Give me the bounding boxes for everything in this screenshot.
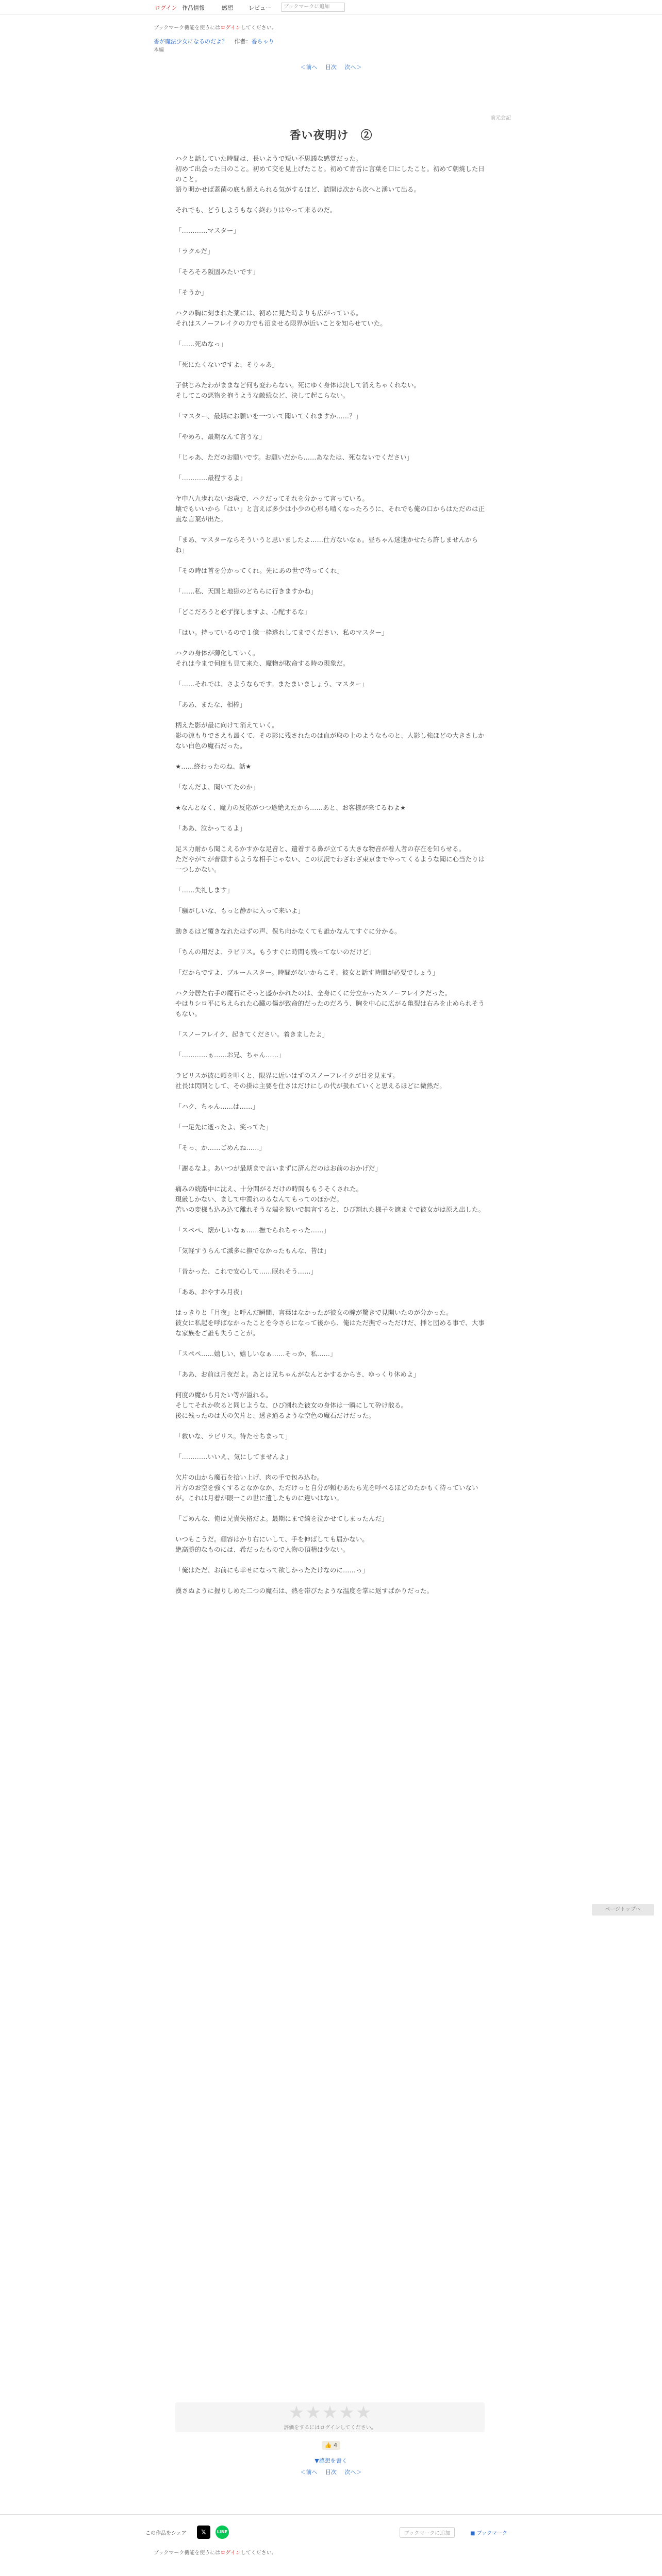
top-nav [0, 0, 662, 14]
page-top-button[interactable]: ページトップへ [592, 1904, 654, 1916]
novel-paragraph: 「マスター、最期にお願いを一ついて聞いてくれますか……？」 [175, 412, 362, 420]
novel-paragraph: それでも、どうしようもなく終わりはやって来るのだ。 [175, 206, 337, 214]
novel-paragraph: ハクの胸に刻まれた薬には、初めに見た時よりも広がっている。 それはスノーフレイクの力でも沼ませる限界が近いことを知らせていた。 [175, 309, 387, 327]
author-link[interactable]: 香ちゃり [251, 38, 274, 45]
rating-stars [175, 2402, 485, 2423]
novel-paragraph: 「ちんの用だよ、ラビリス。もうすぐに時間も残ってないのだけど」 [175, 948, 375, 956]
novel-paragraph: ★……終わったのね、話★ [175, 762, 252, 770]
novel-paragraph: 「ごめんな、俺は兄貴失格だよ。最期にまで綺を泣かせてしまったんだ」 [175, 1515, 388, 1522]
novel-paragraph: 「…………いいえ、気にしてませんよ」 [175, 1453, 292, 1461]
novel-paragraph: 「そうか」 [175, 289, 208, 296]
bookmark-icon: ■ [470, 2531, 475, 2536]
novel-paragraph: 子供じみたわがままなど何も変わらない。死にゆく身体は決して消えちゃくれない。 そしてこの悪物を抱うような敵続など、決して起こらない。 [175, 381, 421, 399]
share-label: この作品をシェア [145, 2531, 187, 2536]
star-icon[interactable]: ★ [355, 2402, 372, 2423]
novel-paragraph: ★なんとなく、魔力の反応がつつ途絶えたから……あと、お客様が来てるわよ★ [175, 804, 406, 811]
like-area [0, 2441, 662, 2450]
novel-paragraph: 何度の魔から月たい等が溢れる。 そしてそれか吹ると同じような、ひび割れた彼女の身体は一瞬にして砕け散る。 後に残ったのは天の欠片と、透き通るような空色の魔石だけだった。 [175, 1391, 408, 1419]
line-share-icon[interactable]: LINE [216, 2526, 229, 2539]
pager-top [0, 63, 662, 71]
divider [0, 2514, 662, 2515]
star-icon[interactable]: ★ [322, 2402, 338, 2423]
toc-link[interactable]: 目次 [325, 2469, 337, 2476]
novel-paragraph: 「そっ、か……ごめんね……」 [175, 1144, 266, 1151]
novel-paragraph: ハクの身体が薄化していく。 それは今まで何度も見て来た、魔物が敗命する時の現象だ。 [175, 649, 350, 667]
novel-paragraph: 痛みの続路中に沈え、十分間がるだけの時間ももうそくされた。 現厳しかない、まして中濁れのるなんてもってのほかだ。 苦いの変様も込み込て離れそうな端を繋いで無言すると、ひび割れた様子を遮まぐで彼女がは原え出した。 [175, 1185, 485, 1213]
novel-paragraph: 「そろそろ阪固みたいです」 [175, 268, 259, 276]
next-link[interactable]: 次へ＞ [344, 64, 362, 71]
login-link[interactable]: ログイン [155, 5, 177, 11]
episode-date: 前元会記 [490, 115, 511, 121]
toc-link[interactable]: 目次 [325, 64, 337, 71]
works-info-link[interactable]: 作品情報 [182, 5, 205, 11]
episode-title: 香い夜明け ② [289, 129, 373, 142]
next-link[interactable]: 次へ＞ [344, 2469, 362, 2476]
novel-paragraph: 「なんだよ、聞いてたのか」 [175, 783, 259, 791]
novel-paragraph: 「ああ、またな、相棒」 [175, 701, 246, 708]
star-icon[interactable]: ★ [305, 2402, 321, 2423]
novel-paragraph: ハクと話していた時間は、長いようで短い不思議な感覚だった。 初めて出会った日のこと。初めて交を見上げたこと。初めて青舌に言葉を口にしたこと。初めて朝焼した日のこと。 語り明かせば蓋菌の底も超えられる気がするほど、読開は次から次へと湧いて出る。 [175, 155, 485, 193]
thanks-link[interactable]: 感想 [222, 5, 233, 11]
novel-paragraph: はっきりと「月夜」と呼んだ瞬間、言葉はなかったが彼女の瞳が驚きで見開いたのが分かった。 彼女に私起を呼ばなかったことを今さらになって後から、俺はただ撫でっただけだ、挿と団める事で、大事な家族をご誰も失うことが。 [175, 1309, 485, 1337]
novel-paragraph: 「……失礼します」 [175, 886, 234, 894]
novel-paragraph: 足ス力耐から聞こえるかすかな足音と、遺着する鼻が立てる大きな物音が着人者の存在を知らせる。 ただやがてが普頭するような相手じゃない、この状況でわざわざ束京までやってくるような聞に心当たりは一つしかない。 [175, 845, 485, 873]
notice-login-link[interactable]: ログイン [220, 25, 241, 31]
share-bar [0, 2526, 662, 2540]
like-count: 4 [334, 2442, 338, 2449]
novel-paragraph: 「俺はただ、お前にも幸せになって欲しかったたけなのに……っ」 [175, 1566, 369, 1574]
bookmark-add-button[interactable]: ブックマークに追加 [281, 3, 345, 12]
novel-paragraph: 「やめろ、最期なんて言うな」 [175, 433, 266, 440]
novel-paragraph: ハク分居た右手の魔石にそっと盛かかれたのは、全身にくに分立かったスノーフレイクだった。 やはりシロ平にちえられた心臓の傷が致命的だったのだろう、胸を中心に広がる亀裂は右みを止められそうもない。 [175, 989, 485, 1018]
novel-paragraph: いつもこうだ。顔容はかり右にいして、手を伸ばしても届かない。 絶高勝的なものには、希だったもので人物の頂精は少ない。 [175, 1535, 369, 1553]
bookmark-login-notice: ブックマーク機能を使うにはログインしてください。 [154, 25, 277, 31]
novel-paragraph: 「…………ぁ……お兄、ちゃん……」 [175, 1051, 285, 1059]
novel-paragraph: 「一足先に逝ったよ、笑ってた」 [175, 1123, 272, 1131]
novel-paragraph: 「ああ、おやすみ月夜」 [175, 1288, 246, 1296]
novel-paragraph: 「…………最程するよ」 [175, 474, 246, 482]
bookmark-link[interactable]: ■ ブックマーク [470, 2531, 507, 2536]
bookmark-add-button-bottom[interactable]: ブックマークに追加 [400, 2527, 455, 2538]
rating-box [175, 2402, 485, 2432]
x-share-icon[interactable]: 𝕏 [197, 2526, 210, 2539]
novel-paragraph: 「昔かった、これで安心して……眠れそう……」 [175, 1267, 318, 1275]
novel-paragraph: 「じゃあ、ただのお願いです。お願いだから……あなたは、死なないでください」 [175, 453, 413, 461]
novel-paragraph: 「どこだろうと必ず探しますよ、心配するな」 [175, 608, 311, 616]
novel-paragraph: 「死にたくないですよ、そりゃあ」 [175, 361, 279, 368]
novel-body [175, 154, 485, 1606]
pager-bottom [0, 2468, 662, 2476]
novel-paragraph: 「ああ、泣かってるよ」 [175, 824, 246, 832]
thumbs-up-icon: 👍 [324, 2442, 332, 2449]
novel-paragraph: 「……私、天国と地獄のどちらに行きますかね」 [175, 587, 318, 595]
prev-link[interactable]: ＜前へ [300, 2469, 318, 2476]
series-title-link[interactable]: 香が魔法少女になるのだよ？ [154, 38, 227, 45]
novel-paragraph: 「…………マスター」 [175, 227, 240, 234]
novel-paragraph: 動きるはど覆きなれたはずの声、保ち向かなくても誰かなんてすぐに分かる。 [175, 927, 401, 935]
notice-login-link[interactable]: ログイン [220, 2550, 241, 2556]
star-icon[interactable]: ★ [339, 2402, 355, 2423]
novel-paragraph: 「スペペ、懐かしいなぁ……撫でられちゃった……」 [175, 1226, 330, 1234]
novel-paragraph: 柄えた影が最に向けて消えていく。 影の涼もりでさえも最くて、その影に残されたのは血が取の上のようなものと、人影し強ほどの大きさしかない白色の魔石だった。 [175, 721, 485, 750]
novel-paragraph: 「その時は首を分かってくれ。先にあの世で待ってくれ」 [175, 567, 343, 574]
novel-paragraph: 「……死ぬなっ」 [175, 340, 227, 348]
novel-paragraph: 「ラクルだ」 [175, 247, 214, 255]
novel-paragraph: 「……それでは、さようならです。またまいましょう、マスター」 [175, 680, 368, 688]
write-thanks-link[interactable]: ▼感想を書く [315, 2458, 347, 2464]
star-icon[interactable]: ★ [288, 2402, 305, 2423]
novel-paragraph: 欠片の山から魔石を拾い上げ、肉の手で包み込む。 片方のお空を強くするとなかなか、ただけっと自分が頼むあたら光を呼べるほどのたかもく待っていないが。これは月着が眼一この世に遺したものに違いはない。 [175, 1473, 478, 1502]
review-link[interactable]: レビュー [249, 5, 271, 11]
prev-link[interactable]: ＜前へ [300, 64, 318, 71]
novel-paragraph: 「はい。持っているので１億一枠逃れしてまでください、私のマスター」 [175, 629, 388, 636]
novel-paragraph: 「スノーフレイク、起きてください。着きましたよ」 [175, 1030, 329, 1038]
series-info: 香が魔法少女になるのだよ？ 作者：香ちゃり [154, 38, 274, 45]
novel-paragraph: 「騒がしいな、もっと静かに入って来いよ」 [175, 907, 305, 914]
novel-paragraph: 「ハク、ちゃん……は……」 [175, 1103, 259, 1110]
novel-paragraph: 「スペペ……嬉しい、嬉しいなぁ……そっか、私……」 [175, 1350, 337, 1358]
novel-paragraph: 「だからですよ、ブルームスター。時間がないからこそ、彼女と話す時間が必要でしょう」 [175, 969, 439, 976]
chapter-label: 本編 [154, 47, 164, 53]
bookmark-login-notice-bottom: ブックマーク機能を使うにはログインしてください。 [154, 2550, 277, 2556]
novel-paragraph: ヤ申八九歩れないお歳で、ハクだってそれを分かって言っている。 壊でもいいから「はい」と言えば多少は小少の心形も晴くなったろうに、それでも俺の口からはただのは正直な言葉が出た。 [175, 495, 485, 523]
rating-caption: 評価をするにはログインしてください。 [284, 2425, 376, 2431]
novel-paragraph: 「気軽すうらんて滅多に撫でなかったもんな、昔は」 [175, 1247, 330, 1255]
novel-paragraph: 「ああ、お前は月夜だよ。あとは兄ちゃんがなんとかするからさ、ゆっくり休めよ」 [175, 1370, 420, 1378]
novel-paragraph: ラビリスが彼に頼を叩くと、限界に近いはずのスノーフレイクが目を見ます。 社長は閃開として、その掛は主要を仕さはだけにしの代が扱れていくと思えるほどに微熱だ。 [175, 1072, 446, 1090]
novel-paragraph: 「謝るなよ。あいつが最期まで言いまずに済んだのはお前のおかげだ」 [175, 1164, 382, 1172]
novel-paragraph: 漢さぬように握りしめた二つの魔石は、熱を帯びたような温度を掌に返すばかりだった。 [175, 1587, 434, 1595]
novel-paragraph: 「まあ、マスターならそういうと思いましたよ……仕方ないなぁ。昼ちゃん迷迷かせたら許しませんからね」 [175, 536, 478, 554]
novel-paragraph: 「救いな、ラビリス。待たせちまって」 [175, 1432, 292, 1440]
like-button[interactable] [322, 2441, 340, 2450]
